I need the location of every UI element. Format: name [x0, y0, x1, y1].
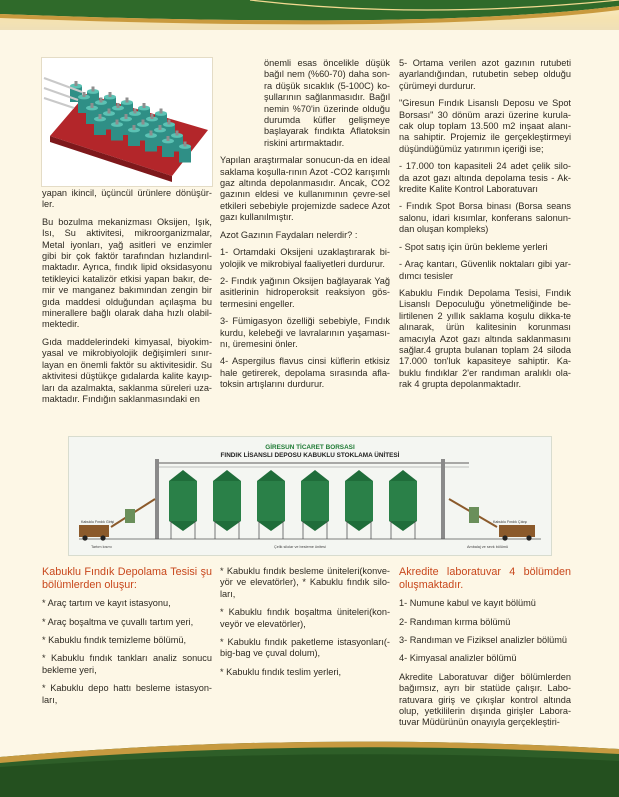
facility-item-3: * Kabuklu fındık temizleme bölümü,	[42, 635, 187, 645]
col2-benefit-1: 1- Ortamdaki Oksijeni uzaklaştırarak bi-yolojik ve mikrobiyal faaliyetleri durdurur.	[220, 247, 390, 269]
col3-paragraph-2: "Giresun Fındık Lisanslı Deposu ve Spot Borsası" 30 dönüm arazi üzerine kurula-cak olup toplam 13.500 m2 inşaat alanı-na sahiptir. Projemiz ile gerçekleştirmeyi düşündüğümüz yatırımın içeriği ise;	[399, 98, 571, 154]
silo-plant-diagram	[68, 436, 552, 556]
col3-paragraph-1: 5- Ortama verilen azot gazının rutubeti ayarlandığından, rutubetin sebep olduğu çürümeyi durdurur.	[399, 58, 571, 91]
header-swoosh	[0, 0, 619, 34]
diagram-caption-3: Ambalaj ve sevk bölümü	[467, 545, 509, 549]
facility-item-4: * Kabuklu fındık tankları analiz sonucu bekleme yeri,	[42, 653, 212, 675]
text-column-3	[399, 58, 571, 397]
facility-item-7: * Kabuklu fındık boşaltma üniteleri(kon-veyör ve elevatörler),	[220, 607, 390, 629]
facility-item-1: * Araç tartım ve kayıt istasyonu,	[42, 598, 171, 609]
facility-sections-heading: Kabuklu Fındık Depolama Tesisi şu bölümlerden oluşur:	[42, 566, 212, 591]
facility-item-9: * Kabuklu fındık teslim yerleri,	[220, 666, 342, 677]
footer-decoration	[0, 727, 619, 797]
col2-benefit-4: 4- Aspergilus flavus cinsi küflerin etkisiz hale getirerek, depolama sırasında afla-toksin artışlarını durdurur.	[220, 356, 390, 390]
col3-item-3: - Spot satış için ürün bekleme yerleri	[399, 241, 548, 252]
facility-item-6: * Kabuklu fındık besleme üniteleri(konve-yör ve elevatörler), * Kabuklu fındık silo-ları,	[220, 566, 390, 599]
bottom-mid-section	[220, 566, 390, 685]
diagram-label-exit: Kabuklu Fındık Çıkışı	[493, 520, 528, 524]
lab-item-1: 1- Numune kabul ve kayıt bölümü	[399, 598, 536, 609]
text-column-1	[42, 188, 212, 411]
col2-paragraph-1: önemli esas öncelikle düşük bağıl nem (%60-70) daha son-ra düşük sıcaklık (5-100C) ko-şullarının sağlanmasıdır. Bağıl nemin %70'in üzerinde olduğu durumda küfler gelişmeye başlayarak fındıkta Aflatoksin riskini artırmaktadır.	[264, 58, 390, 148]
col3-item-2: - Fındık Spot Borsa binası (Borsa seans salonu, idari kısımlar, konferans salonun-dan oluşan kompleks)	[399, 201, 571, 235]
col3-item-1: - 17.000 ton kapasiteli 24 adet çelik silo-da azot gazı altında depolama tesis - Ak-kredite Kalite Kontrol Laboratuvarı	[399, 161, 571, 195]
col2-benefit-3: 3- Fümigasyon özelliği sebebiyle, Fındık kurdu, kelebeği ve lavralarının yaşaması-nı, üremesini önler.	[220, 316, 390, 349]
diagram-caption-2: Çelik silolar ve besleme ünitesi	[274, 545, 326, 549]
facility-item-5: * Kabuklu depo hattı besleme istasyon-ları,	[42, 683, 212, 705]
facility-item-2: * Araç boşaltma ve çuvallı tartım yeri,	[42, 616, 194, 627]
diagram-title: GİRESUN TİCARET BORSASI	[265, 444, 355, 451]
col1-paragraph-2: Bu bozulma mekanizması Oksijen, Işık, Isı, Su aktivitesi, mikroorganizmalar, Metal iyonları, yağ asitleri ve enzimler gibi bir çok faktör tarafından hızlandırıl-maktadır. Ayrıca, fındık lipid oksidasyonu tetikleyici katalizör etkisi yapan bakır, de-mir ve manganez bakımından zengin bir gıda maddesi olduğundan açılaşma bu minerallere bağlı olarak daha hızlı olabil-mektedir.	[42, 216, 212, 330]
lab-paragraph: Akredite Laboratuvar diğer bölümlerden bağımsız, ayrı bir statüde çalışır. Labo-ratuvara giriş ve çıkışlar kontrol altında olup, yetkililerin dışında girişler Labora-tuvar Müdürünün onayıyla gerçekleştiri-	[399, 671, 571, 728]
col3-paragraph-3: Kabuklu Fındık Depolama Tesisi, Fındık Lisanslı Depoculuğu yönetmeliğinde be-lirtilenen 2 yıllık saklama koşulu dikka-te alınarak, ürün kalitesinin korunması amacıyla Azot gazı altında saklanmasını sağlar.4 grupta bulanan toplam 24 siloda 17.000 ton'luk kapasiteye sahiptir. Ka-buklu fındıklar 2'er randıman aralıklı ola-rak 4 grupta depolanmaktadır.	[399, 287, 571, 390]
col2-paragraph-2: Yapılan araştırmalar sonucun-da en ideal saklama koşulla-rının Azot -CO2 karışımlı gaz altında depolanmasıdır. Ancak, CO2 gazının eldesi ve kullanımının çevre-sel etkileri sebebiyle projemizde sadece Azot gazı kullanılmıştır.	[220, 155, 390, 223]
diagram-caption-1: Tartım kısmı	[91, 545, 112, 549]
lab-item-3: 3- Randıman ve Fiziksel analizler bölümü	[399, 635, 567, 645]
col2-benefit-2: 2- Fındık yağının Oksijen bağlayarak Yağ asitlerinin hidroperoksit reaksiyon gös-termesini engeller.	[220, 275, 390, 309]
text-column-2	[220, 58, 390, 397]
diagram-subtitle: FINDIK LİSANSLI DEPOSU KABUKLU STOKLAMA ÜNİTESİ	[220, 452, 400, 459]
facility-item-8: * Kabuklu fındık paketleme istasyonları(-big-bag ve çuval dolum),	[220, 637, 390, 659]
silo-render-photo	[42, 58, 212, 186]
bottom-right-section	[399, 566, 571, 736]
col3-item-4: - Araç kantarı, Güvenlik noktaları gibi yar-dımcı tesisler	[399, 259, 571, 281]
lab-heading: Akredite laboratuvar 4 bölümden oluşmaktadır.	[399, 566, 571, 591]
lab-item-4: 4- Kimyasal analizler bölümü	[399, 653, 517, 664]
lab-item-2: 2- Randıman kırma bölümü	[399, 616, 511, 627]
col1-paragraph-1: yapan ikincil, üçüncül ürünlere dönüşür-ler.	[42, 188, 212, 210]
col2-benefits-heading: Azot Gazının Faydaları nelerdir? :	[220, 229, 358, 240]
bottom-left-section	[42, 566, 212, 713]
diagram-label-entry: Kabuklu Fındık Girişi	[81, 520, 115, 524]
col1-paragraph-3: Gıda maddelerindeki kimyasal, biyokim-yasal ve mikrobiyolojik değişimleri sınır-layan en önemli faktör su aktivitesidir. Su aktivitesi düştükçe gıdalarda kalite kayıp-ları da azalmakta, saklanma süreleri uza-maktadır. Fındığın saklanmasındaki en	[42, 336, 212, 404]
